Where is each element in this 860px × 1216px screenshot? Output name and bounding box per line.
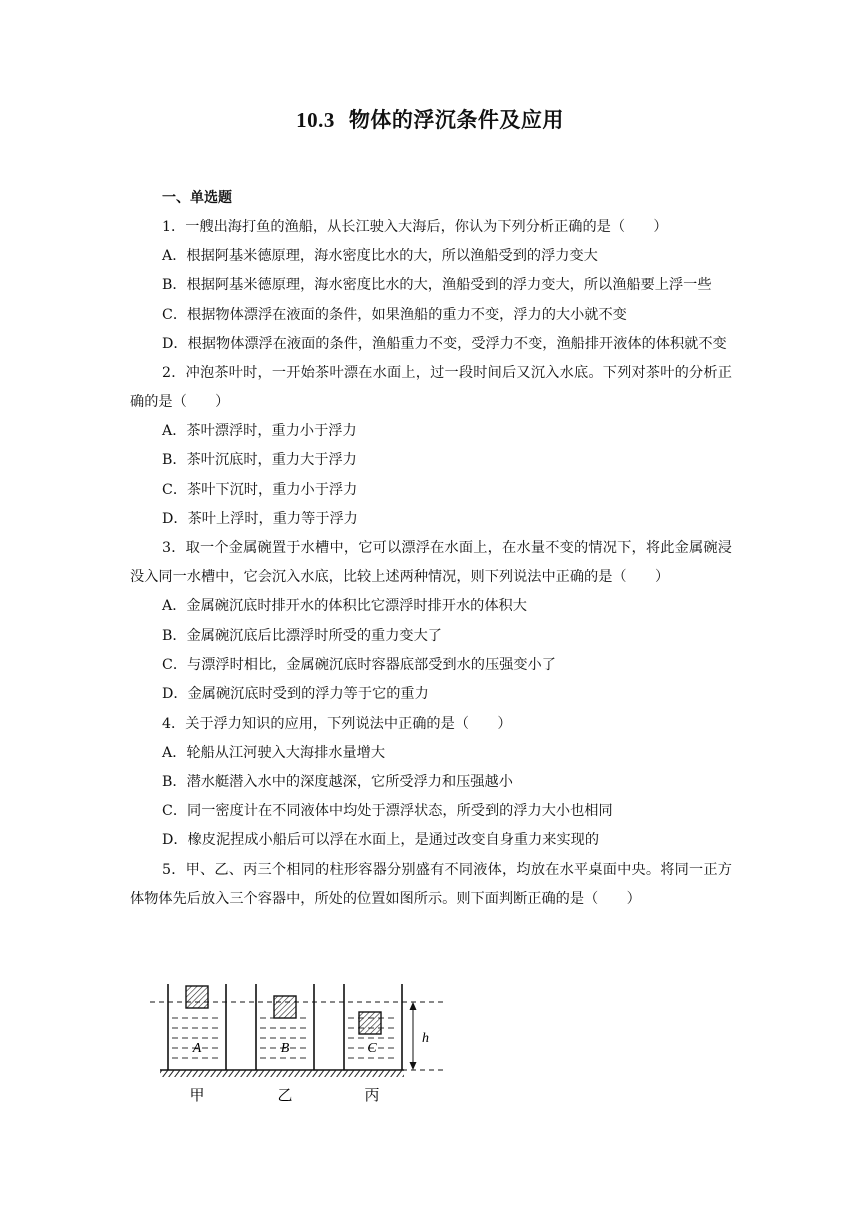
table-surface — [160, 1070, 404, 1077]
question-list — [130, 184, 732, 914]
block-a — [186, 986, 208, 1008]
section-heading: 一、单选题 — [162, 190, 232, 206]
height-dimension — [410, 1002, 430, 1070]
page-title — [0, 104, 860, 134]
question-4-option-d: D．橡皮泥捏成小船后可以浮在水面上，是通过改变自身重力来实现的 — [162, 832, 600, 849]
label-jia: 甲 — [189, 1086, 205, 1104]
question-1-option-b: B．根据阿基米德原理，海水密度比水的大，渔船受到的浮力变大，所以渔船要上浮一些 — [162, 277, 712, 294]
question-2-option-a: A．茶叶漂浮时，重力小于浮力 — [162, 423, 357, 440]
container-bing — [344, 984, 402, 1070]
block-c — [359, 1012, 381, 1034]
question-5-stem: 5．甲、乙、丙三个相同的柱形容器分别盛有不同液体，均放在水平桌面中央。将同一正方体物体先后放入三个容器中，所处的位置如图所示。则下面判断正确的是（ ） — [130, 861, 732, 907]
question-3-option-d: D．金属碗沉底时受到的浮力等于它的重力 — [162, 686, 429, 703]
question-1-option-a: A．根据阿基米德原理，海水密度比水的大，所以渔船受到的浮力变大 — [162, 248, 598, 264]
question-4-option-a: A．轮船从江河驶入大海排水量增大 — [162, 744, 386, 761]
question-1-option-d: D．根据物体漂浮在液面的条件，渔船重力不变，受浮力不变，渔船排开液体的体积就不变 — [162, 335, 727, 352]
title-text: 物体的浮沉条件及应用 — [348, 107, 564, 132]
block-c-label: C — [367, 1041, 377, 1056]
block-b — [274, 996, 296, 1018]
question-3-option-a: A．金属碗沉底时排开水的体积比它漂浮时排开水的体积大 — [162, 598, 527, 615]
label-yi: 乙 — [277, 1086, 293, 1104]
question-2-option-c: C．茶叶下沉时，重力小于浮力 — [162, 481, 358, 498]
block-b-label: B — [280, 1041, 290, 1056]
container-yi — [256, 984, 314, 1070]
container-jia — [168, 984, 226, 1070]
question-4-option-b: B．潜水艇潜入水中的深度越深，它所受浮力和压强越小 — [162, 773, 513, 790]
title-number: 10.3 — [296, 108, 335, 132]
question-2-stem: 2．冲泡茶叶时，一开始茶叶漂在水面上，过一段时间后又沉入水底。下列对茶叶的分析正确的是（ ） — [130, 365, 732, 411]
containers-figure — [150, 982, 450, 1104]
question-3-option-b: B．金属碗沉底后比漂浮时所受的重力变大了 — [162, 627, 442, 644]
question-4-stem: 4．关于浮力知识的应用，下列说法中正确的是（ ） — [162, 715, 512, 732]
block-a-label: A — [192, 1041, 202, 1056]
question-2-option-b: B．茶叶沉底时，重力大于浮力 — [162, 452, 357, 469]
question-3-stem: 3．取一个金属碗置于水槽中，它可以漂浮在水面上，在水量不变的情况下，将此金属碗浸没入同一水槽中，它会沉入水底，比较上述两种情况，则下列说法中正确的是（ ） — [130, 540, 732, 586]
label-bing: 丙 — [364, 1086, 380, 1104]
question-1-stem: 1．一艘出海打鱼的渔船，从长江驶入大海后，你认为下列分析正确的是（ ） — [162, 219, 668, 235]
height-label: h — [422, 1031, 429, 1046]
question-2-option-d: D．茶叶上浮时，重力等于浮力 — [162, 511, 358, 528]
question-3-option-c: C．与漂浮时相比，金属碗沉底时容器底部受到水的压强变小了 — [162, 656, 556, 673]
question-1-option-c: C．根据物体漂浮在液面的条件，如果渔船的重力不变，浮力的大小就不变 — [162, 306, 627, 323]
question-4-option-c: C．同一密度计在不同液体中均处于漂浮状态，所受到的浮力大小也相同 — [162, 803, 613, 820]
